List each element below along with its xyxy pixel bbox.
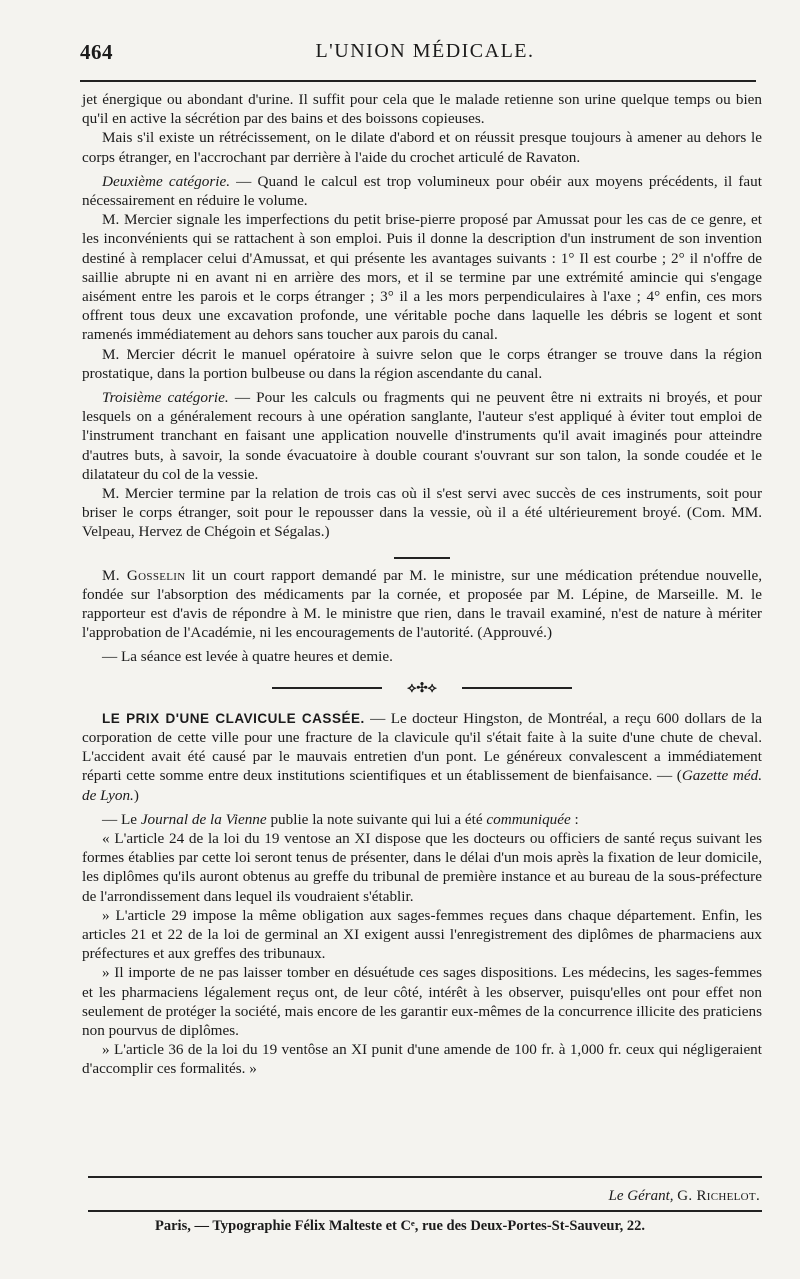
signature (609, 1188, 760, 1205)
printer-imprint: Paris, — Typographie Félix Malteste et Cᵉ, rue des Deux-Portes-St-Sauveur, 22. (155, 1218, 645, 1234)
emphasis: communiquée (486, 810, 571, 828)
paragraph-text: — Le (102, 810, 141, 828)
category-label: Deuxième catégorie. (102, 172, 231, 190)
paragraph-text: — Quand le calcul est trop volumineux pour obéir aux moyens précédents, il faut nécessairement en réduire le volume. (82, 172, 762, 210)
paragraph (82, 709, 762, 805)
journal-title: Journal de la Vienne (140, 810, 267, 828)
paragraph: M. Mercier termine par la relation de trois cas où il s'est servi avec succès de ces instruments, soit pour briser le corps étranger, soit pour le repousser dans la vessie, où il a été ultérieurement broyé. (Com. MM. Velpeau, Hervez de Chégoin et Ségalas.) (82, 485, 762, 541)
paragraph: » L'article 36 de la loi du 19 ventôse an XI punit d'une amende de 100 fr. à 1,000 fr. ceux qui négligeraient d'accomplir ces formalités. » (82, 1041, 762, 1078)
paragraph-text: — Pour les calculs ou fragments qui ne peuvent être ni extraits ni broyés, et pour lesquels on a généralement recours à une opération sanglante, l'auteur s'est appliqué à éviter tout emploi de l'instrument tranchant en faisant une application nouvelle d'instruments qu'il avait imaginés pour atteindre d'autres buts, à savoir, la sonde évacuatoire à double courant s'ouvrant sur son talon, la sonde coudée et le dilatateur du col de la vessie. (82, 389, 762, 483)
paragraph-text: — Le docteur Hingston, de Montréal, a reçu 600 dollars de la corporation de cette ville pour une fracture de la clavicule qu'il s'était faite à la suite d'une chute de cheval. L'accident avait été causé par le mauvais entretien d'un pont. Le généreux convalescent a immédiatement réparti cette somme entre deux institutions scientifiques et un établissement de bienfaisance. — ( (82, 709, 762, 785)
paragraph: jet énergique ou abondant d'urine. Il suffit pour cela que le malade retienne son urine quelque temps ou bien qu'il en active la sécrétion par des bains et des boissons copieuses. (82, 91, 762, 128)
article-body (82, 90, 762, 1079)
paragraph: » Il importe de ne pas laisser tomber en désuétude ces sages dispositions. Les médecins, les sages-femmes et les pharmaciens légalement reçus ont, de leur côté, intérêt à les observer, puisqu'elles ont pour effet non seulement de protéger la société, mais encore de les garantir eux-mêmes de la concurrence illicite des praticiens non pourvus de diplômes. (82, 964, 762, 1039)
category-label: Troisième catégorie. (102, 389, 229, 407)
paragraph-text: ) (133, 786, 139, 804)
paragraph: M. Mercier décrit le manuel opératoire à suivre selon que le corps étranger se trouve dans la région prostatique, dans la portion bulbeuse ou dans la région ascendante du canal. (82, 345, 762, 382)
section-separator (394, 557, 450, 559)
paragraph: M. Mercier signale les imperfections du petit brise-pierre proposé par Amussat pour les cas de ce genre, et les inconvénients qui se rattachent à son emploi. Puis il donne la description d'un instrument de son invention destiné à remplacer celui d'Amussat, et qui présente les avantages suivants : 1° Il est courbe ; 2° il n'offre de saillie abrupte ni en avant ni en arrière des mors, et il se termine par une extrémité amincie qui s'engage aisément entre les parois et le corps étranger ; 3° il a les mors perpendiculaires à l'axe ; 4° enfin, ces mors offrent tous deux une excavation profonde, une véritable poche dans laquelle les débris se logent et sont ramenés immédiatement au dehors sans toucher aux parois du canal. (82, 211, 762, 344)
signature-role: Le Gérant, (608, 1188, 674, 1204)
paragraph (82, 810, 762, 829)
signature-name: G. Richelot. (677, 1188, 760, 1204)
footer-rule (88, 1176, 762, 1178)
paragraph (82, 388, 762, 484)
paragraph: — La séance est levée à quatre heures et demie. (102, 648, 393, 666)
source-citation: Gazette méd. de Lyon. (82, 767, 762, 804)
paragraph-text: : (570, 810, 579, 828)
page-number: 464 (80, 40, 113, 64)
paragraph (82, 172, 762, 210)
news-headline: LE PRIX D'UNE CLAVICULE CASSÉE. (102, 710, 365, 726)
header-rule (80, 80, 756, 82)
paragraph: Mais s'il existe un rétrécissement, on le dilate d'abord et on réussit presque toujours à amener au dehors le corps étranger, en l'accrochant par derrière à l'aide du crochet articulé de Ravaton. (82, 129, 762, 166)
paragraph-text: publie la note suivante qui lui a été (266, 810, 487, 828)
paragraph: « L'article 24 de la loi du 19 ventose an XI dispose que les docteurs ou officiers de santé reçus suivant les formes établies par cette loi seront tenus de présenter, dans le délai d'un mois après la fixation de leur domicile, les diplômes qu'ils auront obtenus au greffe du tribunal de première instance et au bureau de la sous-préfecture de l'arrondissement dans lequel ils voudraient s'établir. (82, 829, 762, 905)
paragraph (82, 566, 762, 643)
ornamental-divider: ⟡✣⟡ (272, 681, 572, 695)
speaker-name: M. Gosselin (102, 566, 186, 584)
page-header (80, 40, 770, 74)
imprint-rule (88, 1210, 762, 1212)
running-head: L'UNION MÉDICALE. (315, 40, 535, 62)
paragraph-text: lit un court rapport demandé par M. le ministre, sur une médication prétendue nouvelle, fondée sur l'absorption des médicaments par la cornée, et proposée par M. Lépine, de Marseille. M. le rapporteur est d'avis de répondre à M. le ministre que rien, dans le travail examiné, n'est de nature à mériter l'approbation de l'Académie, ni les encouragements de l'autorité. (Approuvé.) (82, 566, 762, 642)
paragraph: » L'article 29 impose la même obligation aux sages-femmes reçues dans chaque département. Enfin, les articles 21 et 22 de la loi de germinal an XI exigent aussi l'enregistrement des diplômes de pharmaciens aux préfectures et aux greffes des tribunaux. (82, 906, 762, 963)
